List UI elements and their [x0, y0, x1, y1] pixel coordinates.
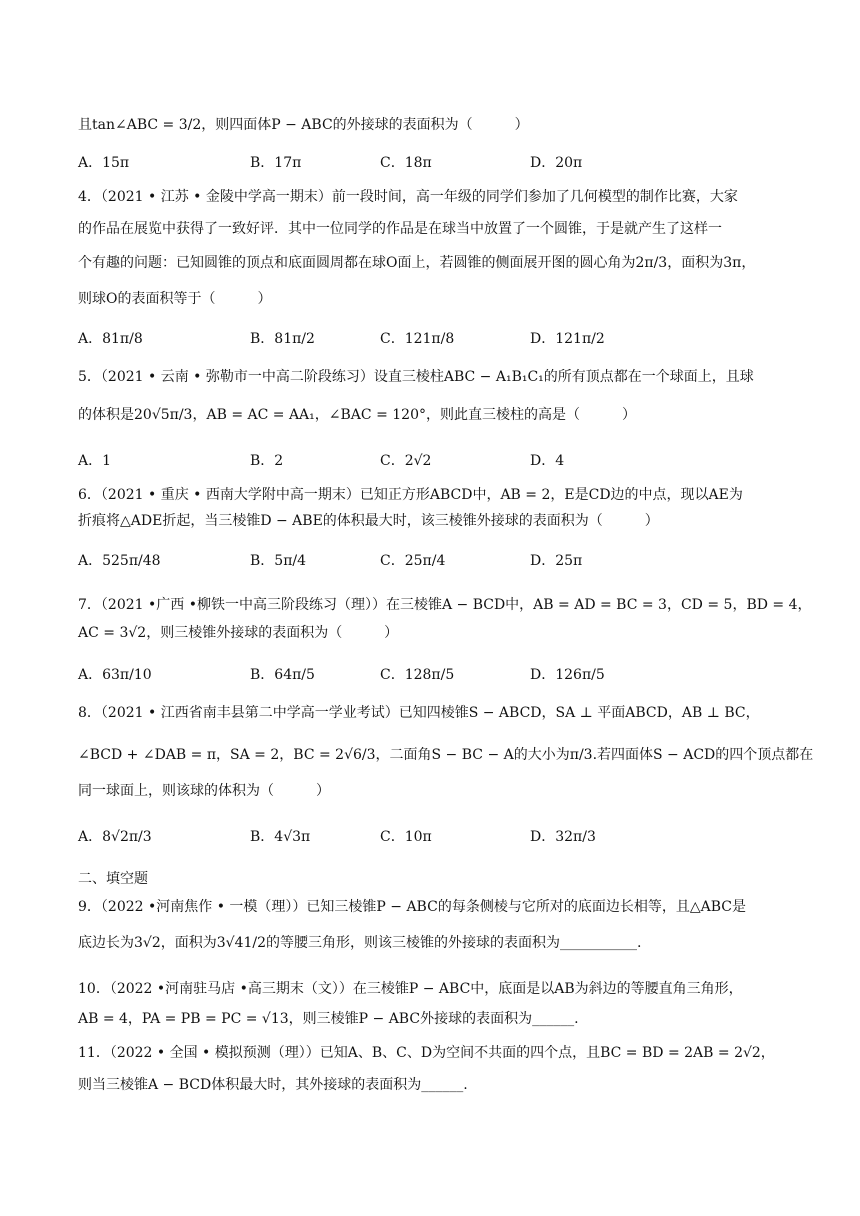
q7-line-1: 7．（2021 •广西 •柳铁一中高三阶段练习（理））在三棱锥A − BCD中，AB = AD = BC = 3，CD = 5，BD = 4， — [78, 597, 812, 613]
q3-options — [78, 142, 790, 182]
q4-option-c: C．121π/8 — [380, 331, 455, 347]
q8-option-c: C．10π — [380, 829, 432, 845]
q7-line-2: AC = 3√2，则三棱锥外接球的表面积为（ ） — [78, 625, 399, 641]
q3-stem: 且tan∠ABC = 3/2，则四面体P − ABC的外接球的表面积为（ ） — [78, 117, 529, 133]
q6-option-c: C．25π/4 — [380, 553, 446, 569]
q6-options — [78, 540, 790, 580]
q6-line-1: 6．（2021 • 重庆 • 西南大学附中高一期末）已知正方形ABCD中，AB = 2，E是CD边的中点，现以AE为 — [78, 487, 743, 503]
q5-option-a: A．1 — [78, 453, 112, 469]
q5-line-2: 的体积是20√5π/3，AB = AC = AA₁，∠BAC = 120°，则此直三棱柱的高是（ ） — [78, 407, 636, 423]
q8-line-3: 同一球面上，则该球的体积为（ ） — [78, 783, 330, 799]
q6-option-b: B．5π/4 — [250, 553, 307, 569]
q6-option-d: D．25π — [530, 553, 583, 569]
q4-line-1: 4．（2021 • 江苏 • 金陵中学高一期末）前一段时间，高一年级的同学们参加了几何模型的制作比赛，大家 — [78, 189, 738, 205]
q5-options — [78, 440, 790, 480]
q7-option-b: B．64π/5 — [250, 667, 315, 683]
q10-line-2: AB = 4，PA = PB = PC = √13，则三棱锥P − ABC外接球的表面积为______. — [78, 1011, 579, 1027]
q4-line-3: 个有趣的问题：已知圆锥的顶点和底面圆周都在球O面上，若圆锥的侧面展开图的圆心角为2π/3，面积为3π， — [78, 255, 756, 271]
q8-option-d: D．32π/3 — [530, 829, 596, 845]
q3-option-d: D．20π — [530, 155, 583, 171]
q10-line-1: 10．（2022 •河南驻马店 •高三期末（文））在三棱锥P − ABC中，底面是以AB为斜边的等腰直角三角形， — [78, 981, 743, 997]
q7-option-d: D．126π/5 — [530, 667, 605, 683]
q5-option-d: D．4 — [530, 453, 565, 469]
q9-line-1: 9．（2022 •河南焦作 • 一模（理））已知三棱锥P − ABC的每条侧棱与它所对的底面边长相等，且△ABC是 — [78, 899, 746, 915]
q4-line-4: 则球O的表面积等于（ ） — [78, 291, 272, 307]
q7-option-c: C．128π/5 — [380, 667, 455, 683]
q11-line-1: 11．（2022 • 全国 • 模拟预测（理））已知A、B、C、D为空间不共面的四个点，且BC = BD = 2AB = 2√2， — [78, 1045, 775, 1061]
q6-option-a: A．525π/48 — [78, 553, 161, 569]
q3-option-b: B．17π — [250, 155, 302, 171]
q4-options — [78, 318, 790, 358]
q5-line-1: 5．（2021 • 云南 • 弥勒市一中高二阶段练习）设直三棱柱ABC − A₁B₁C₁的所有顶点都在一个球面上，且球 — [78, 369, 754, 385]
q8-option-a: A．8√2π/3 — [78, 829, 152, 845]
q5-option-b: B．2 — [250, 453, 284, 469]
q9-line-2: 底边长为3√2，面积为3√41/2的等腰三角形，则该三棱锥的外接球的表面积为___________. — [78, 935, 642, 951]
q8-line-1: 8．（2021 • 江西省南丰县第二中学高一学业考试）已知四棱锥S − ABCD，SA ⊥ 平面ABCD，AB ⊥ BC， — [78, 705, 760, 721]
q4-option-a: A．81π/8 — [78, 331, 143, 347]
q8-line-2: ∠BCD + ∠DAB = π，SA = 2，BC = 2√6/3，二面角S − BC − A的大小为π/3.若四面体S − ACD的四个顶点都在 — [78, 747, 814, 763]
q8-options — [78, 816, 790, 856]
q6-line-2: 折痕将△ADE折起，当三棱锥D − ABE的体积最大时，该三棱锥外接球的表面积为（ ） — [78, 513, 659, 529]
q4-option-d: D．121π/2 — [530, 331, 605, 347]
q8-option-b: B．4√3π — [250, 829, 311, 845]
q3-option-a: A．15π — [78, 155, 130, 171]
q7-options — [78, 654, 790, 694]
q7-option-a: A．63π/10 — [78, 667, 152, 683]
q4-line-2: 的作品在展览中获得了一致好评．其中一位同学的作品是在球当中放置了一个圆锥，于是就产生了这样一 — [78, 221, 722, 237]
q3-option-c: C．18π — [380, 155, 432, 171]
section-heading-fill-in: 二、填空题 — [78, 871, 148, 887]
q11-line-2: 则当三棱锥A − BCD体积最大时，其外接球的表面积为______. — [78, 1077, 468, 1093]
q4-option-b: B．81π/2 — [250, 331, 315, 347]
q5-option-c: C．2√2 — [380, 453, 432, 469]
